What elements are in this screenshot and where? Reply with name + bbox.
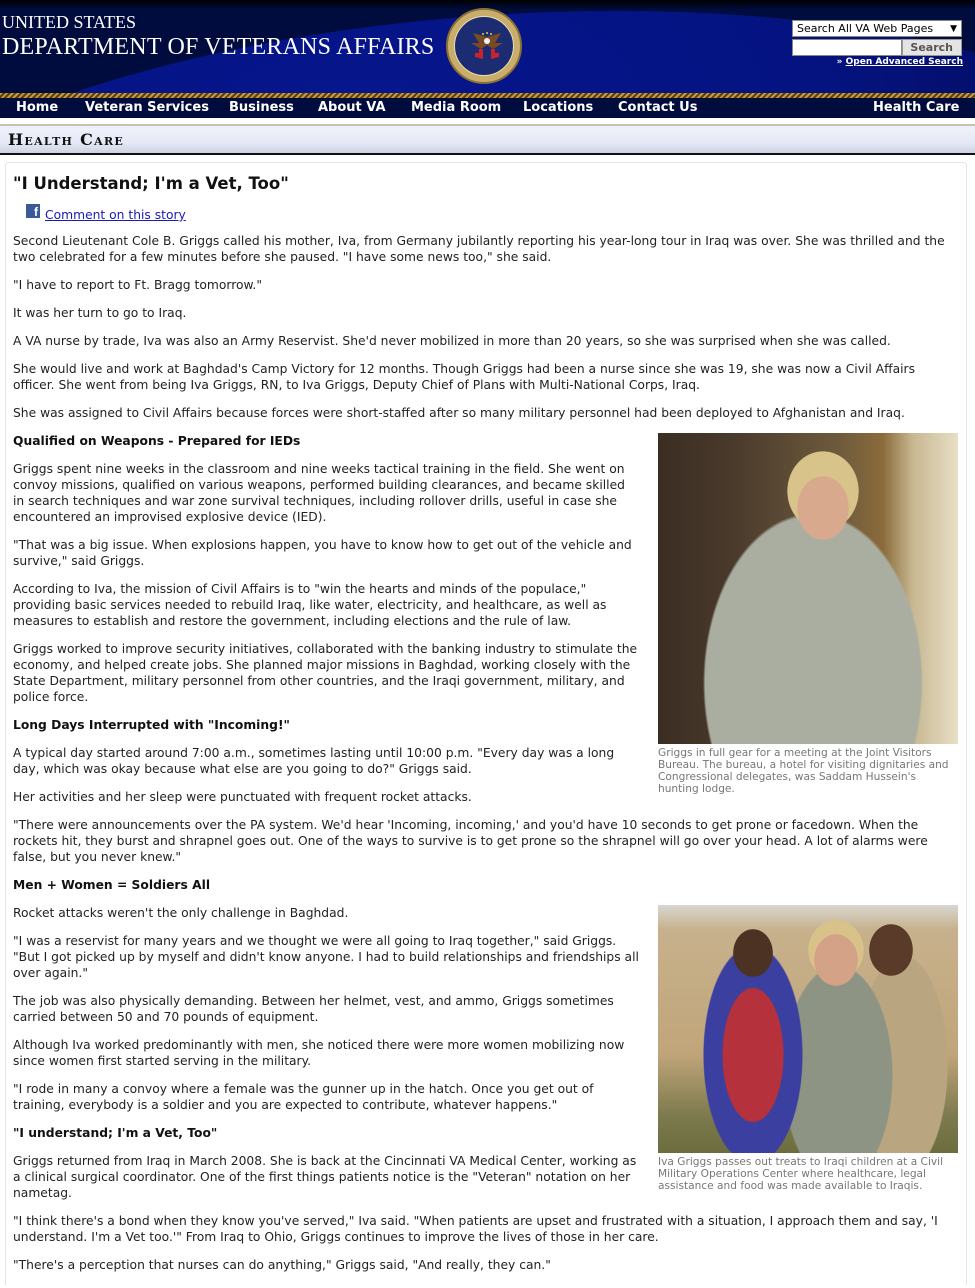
paragraph: Griggs worked to improve security initiatives, collaborated with the banking industry to stimulate the economy, and helped create jobs. She planned major missions in Baghdad, working closely with the State Department, military personnel from other countries, and the Iraqi government, military, and police force. [13, 642, 638, 704]
section-heading: "I understand; I'm a Vet, Too" [13, 1126, 218, 1140]
search-button[interactable]: Search [902, 39, 962, 56]
figure-griggs-full-gear [658, 433, 958, 795]
paragraph: According to Iva, the mission of Civil Affairs is to "win the hearts and minds of the populace," providing basic services needed to rebuild Iraq, like water, electricity, and healthcare, as well as measures to establish and restore the government, including elections and the rule of law. [13, 582, 607, 628]
eagle-icon [469, 31, 505, 63]
advanced-search [792, 57, 963, 67]
nav-item-veteran-services[interactable]: Veteran Services [85, 100, 209, 115]
site-logo[interactable] [2, 13, 434, 59]
figure-griggs-treats [658, 905, 958, 1192]
paragraph: Griggs spent nine weeks in the classroom and nine weeks tactical training in the field. She went on convoy missions, qualified on various weapons, performed building clearances, and became skilled in search techniques and war zone survival techniques, including rollover drills, useful in case she encountered an improvised explosive device (IED). [13, 462, 625, 524]
brand-line-2: DEPARTMENT OF VETERANS AFFAIRS [2, 34, 435, 60]
search-input[interactable] [792, 39, 902, 56]
photo-griggs-full-gear [658, 433, 958, 744]
chevron-down-icon: ▼ [950, 23, 957, 34]
site-search [792, 20, 963, 67]
paragraph: "I rode in many a convoy where a female was the gunner up in the hatch. Once you get out of training, everybody is a soldier and you are expected to contribute, whatever happens." [13, 1082, 594, 1112]
article-title: "I Understand; I'm a Vet, Too" [13, 174, 289, 193]
photo-caption: Iva Griggs passes out treats to Iraqi children at a Civil Military Operations Center where healthcare, legal assistance and food was made available to Iraqis. [658, 1156, 944, 1192]
paragraph: A typical day started around 7:00 a.m., sometimes lasting until 10:00 p.m. "Every day was a long day, which was okay because what else are you going to do?" Griggs said. [13, 746, 615, 776]
advanced-search-link[interactable]: Open Advanced Search [845, 57, 963, 67]
photo-griggs-treats [658, 905, 958, 1153]
paragraph: "I was a reservist for many years and we thought we were all going to Iraq together," said Griggs. "But I got picked up by myself and didn't know anyone. I had to build relationships and friendships all over again." [13, 934, 639, 980]
comment-link[interactable]: Comment on this story [45, 208, 186, 222]
paragraph: The job was also physically demanding. Between her helmet, vest, and ammo, Griggs sometimes carried between 50 and 70 pounds of equipment. [13, 994, 614, 1024]
paragraph: Second Lieutenant Cole B. Griggs called his mother, Iva, from Germany jubilantly reporting his year-long tour in Iraq was over. She was thrilled and the two celebrated for a few minutes before she paused. "I have some news too," she said. [13, 234, 945, 264]
nav-item-home[interactable]: Home [16, 100, 59, 115]
section-heading: Qualified on Weapons - Prepared for IEDs [13, 434, 301, 448]
paragraph: A VA nurse by trade, Iva was also an Army Reservist. She'd never mobilized in more than 20 years, so she was surprised when she was called. [13, 334, 891, 348]
section-title: Health Care [0, 124, 975, 155]
nav-item-health-care[interactable]: Health Care [873, 100, 960, 115]
paragraph: "That was a big issue. When explosions happen, you have to know how to get out of the vehicle and survive," said Griggs. [13, 538, 632, 568]
paragraph: Rocket attacks weren't the only challenge in Baghdad. [13, 906, 349, 920]
paragraph: "There were announcements over the PA system. We'd hear 'Incoming, incoming,' and you'd have 10 seconds to get prone or facedown. When the rockets hit, they burst and shrapnel goes out. One of the ways to survive is to get prone so the shrapnel will go over your head. A lot of alarms were false, but you never knew." [13, 818, 928, 864]
nav-item-contact-us[interactable]: Contact Us [618, 100, 698, 115]
search-scope-select[interactable] [792, 20, 962, 37]
paragraph: She was assigned to Civil Affairs because forces were short-staffed after so many military personnel had been deployed to Afghanistan and Iraq. [13, 406, 905, 420]
paragraph: "I think there's a bond when they know you've served," Iva said. "When patients are upset and frustrated with a situation, I approach them and say, 'I understand. I'm a Vet too.'" From Iraq to Ohio, Griggs continues to improve the lives of those in her care. [13, 1214, 938, 1244]
section-heading: Men + Women = Soldiers All [13, 878, 211, 892]
article [5, 162, 967, 1285]
paragraph: Her activities and her sleep were punctuated with frequent rocket attacks. [13, 790, 472, 804]
photo-caption: Griggs in full gear for a meeting at the Joint Visitors Bureau. The bureau, a hotel for visiting dignitaries and Congressional delegates, was Saddam Hussein's hunting lodge. [658, 747, 949, 795]
va-seal-icon [446, 8, 522, 84]
paragraph: Griggs returned from Iraq in March 2008. She is back at the Cincinnati VA Medical Center, working as a clinical surgical coordinator. One of the first things patients notice is the "Veteran" notation on her nametag. [13, 1154, 637, 1200]
nav-item-business[interactable]: Business [229, 100, 294, 115]
comment-row [26, 207, 958, 223]
site-header [0, 0, 975, 93]
search-scope-value: Search All VA Web Pages [797, 22, 934, 35]
paragraph: It was her turn to go to Iraq. [13, 306, 187, 320]
advanced-search-prefix: » [836, 57, 843, 67]
paragraph: "There's a perception that nurses can do anything," Griggs said, "And really, they can." [13, 1258, 551, 1272]
nav-item-media-room[interactable]: Media Room [411, 100, 502, 115]
paragraph: She would live and work at Baghdad's Camp Victory for 12 months. Though Griggs had been a nurse since she was 19, she was now a Civil Affairs officer. She went from being Iva Griggs, RN, to Iva Griggs, Deputy Chief of Plans with Multi-National Corps, Iraq. [13, 362, 916, 392]
facebook-icon[interactable]: f [26, 204, 40, 218]
paragraph: "I have to report to Ft. Bragg tomorrow." [13, 278, 262, 292]
nav-item-locations[interactable]: Locations [523, 100, 594, 115]
paragraph: Although Iva worked predominantly with men, she noticed there were more women mobilizing now since women first started serving in the military. [13, 1038, 625, 1068]
brand-line-1: UNITED STATES [2, 12, 137, 32]
section-heading: Long Days Interrupted with "Incoming!" [13, 718, 290, 732]
main-nav [0, 98, 975, 118]
nav-item-about-va[interactable]: About VA [318, 100, 386, 115]
